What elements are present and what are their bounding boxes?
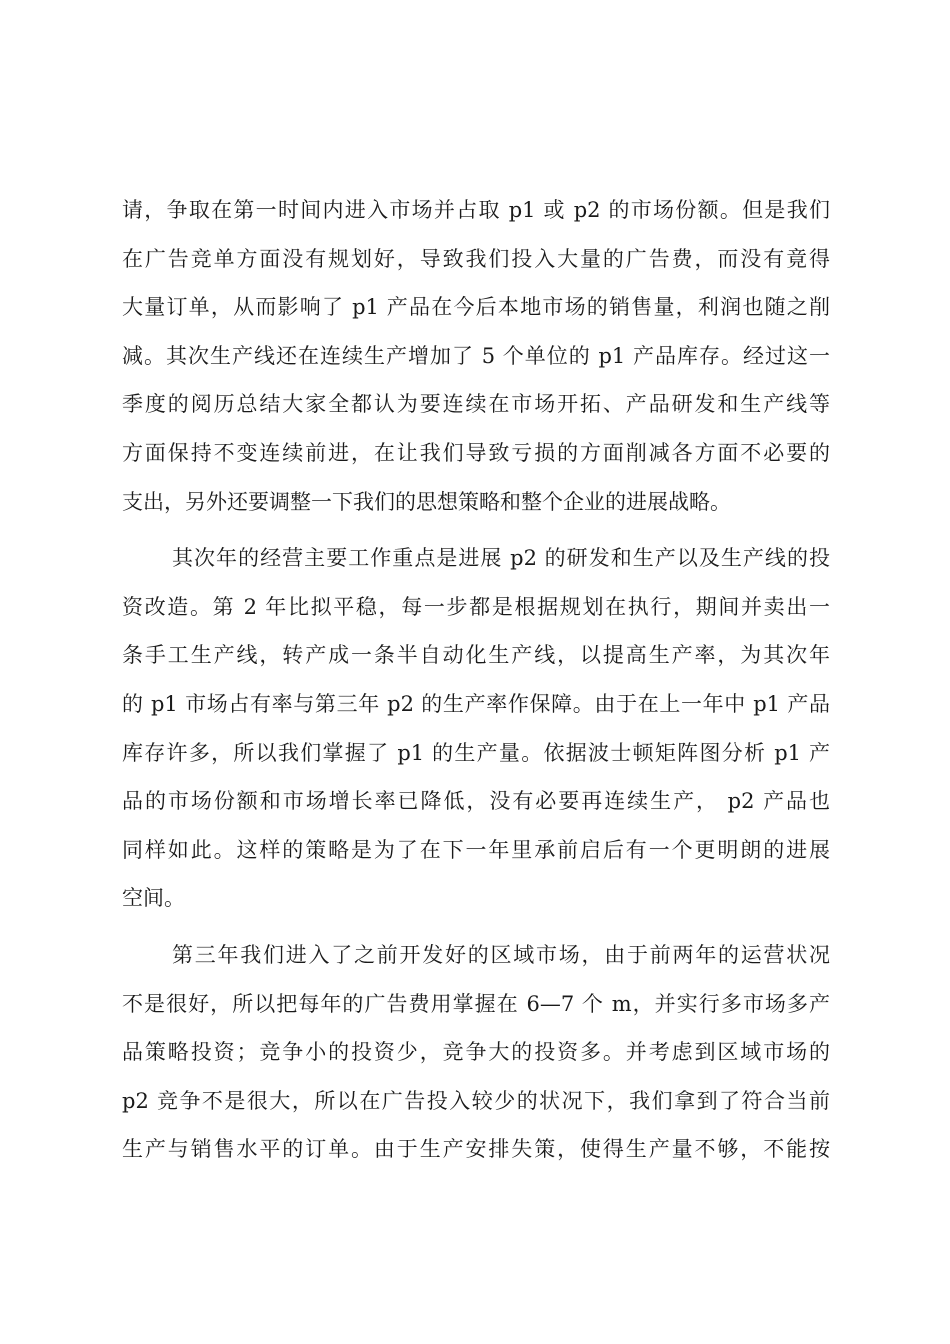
text-line: 季度的阅历总结大家全都认为要连续在市场开拓、产品研发和生产线等 (122, 392, 830, 417)
text-line: 空间。 (122, 886, 185, 911)
text-line: 支出，另外还要调整一下我们的思想策略和整个企业的进展战略。 (122, 489, 731, 514)
text-line: 条手工生产线，转产成一条半自动化生产线，以提高生产率，为其次年 (122, 643, 830, 668)
text-line: 第三年我们进入了之前开发好的区域市场，由于前两年的运营状况 (172, 942, 830, 967)
text-line: 在广告竞单方面没有规划好，导致我们投入大量的广告费，而没有竟得 (122, 246, 830, 271)
text-line: 库存许多，所以我们掌握了 p1 的生产量。依据波士顿矩阵图分析 p1 产 (122, 740, 830, 765)
text-line: 其次年的经营主要工作重点是进展 p2 的研发和生产以及生产线的投 (172, 546, 830, 571)
text-line: p2 竞争不是很大，所以在广告投入较少的状况下，我们拿到了符合当前 (122, 1088, 830, 1113)
text-line: 的 p1 市场占有率与第三年 p2 的生产率作保障。由于在上一年中 p1 产品 (122, 691, 830, 716)
text-line: 同样如此。这样的策略是为了在下一年里承前启后有一个更明朗的进展 (122, 837, 830, 862)
text-line: 请，争取在第一时间内进入市场并占取 p1 或 p2 的市场份额。但是我们 (122, 198, 830, 222)
text-line: 品策略投资；竞争小的投资少，竞争大的投资多。并考虑到区域市场的 (122, 1040, 830, 1065)
text-line: 不是很好，所以把每年的广告费用掌握在 6—7 个 m，并实行多市场多产 (122, 991, 830, 1016)
paragraph-gap (122, 923, 830, 931)
document-body (122, 186, 830, 1174)
text-line: 品的市场份额和市场增长率已降低，没有必要再连续生产， p2 产品也 (122, 789, 830, 814)
text-line: 减。其次生产线还在连续生产增加了 5 个单位的 p1 产品库存。经过这一 (122, 343, 830, 368)
paragraph-2 (122, 534, 830, 923)
paragraph-gap (122, 526, 830, 534)
paragraph-1 (122, 186, 830, 526)
paragraph-3 (122, 931, 830, 1174)
text-line: 大量订单，从而影响了 p1 产品在今后本地市场的销售量，利润也随之削 (122, 295, 830, 320)
text-line: 资改造。第 2 年比拟平稳，每一步都是根据规划在执行，期间并卖出一 (122, 594, 830, 619)
text-line: 生产与销售水平的订单。由于生产安排失策，使得生产量不够，不能按 (122, 1137, 830, 1162)
text-line: 方面保持不变连续前进，在让我们导致亏损的方面削减各方面不必要的 (122, 440, 830, 465)
